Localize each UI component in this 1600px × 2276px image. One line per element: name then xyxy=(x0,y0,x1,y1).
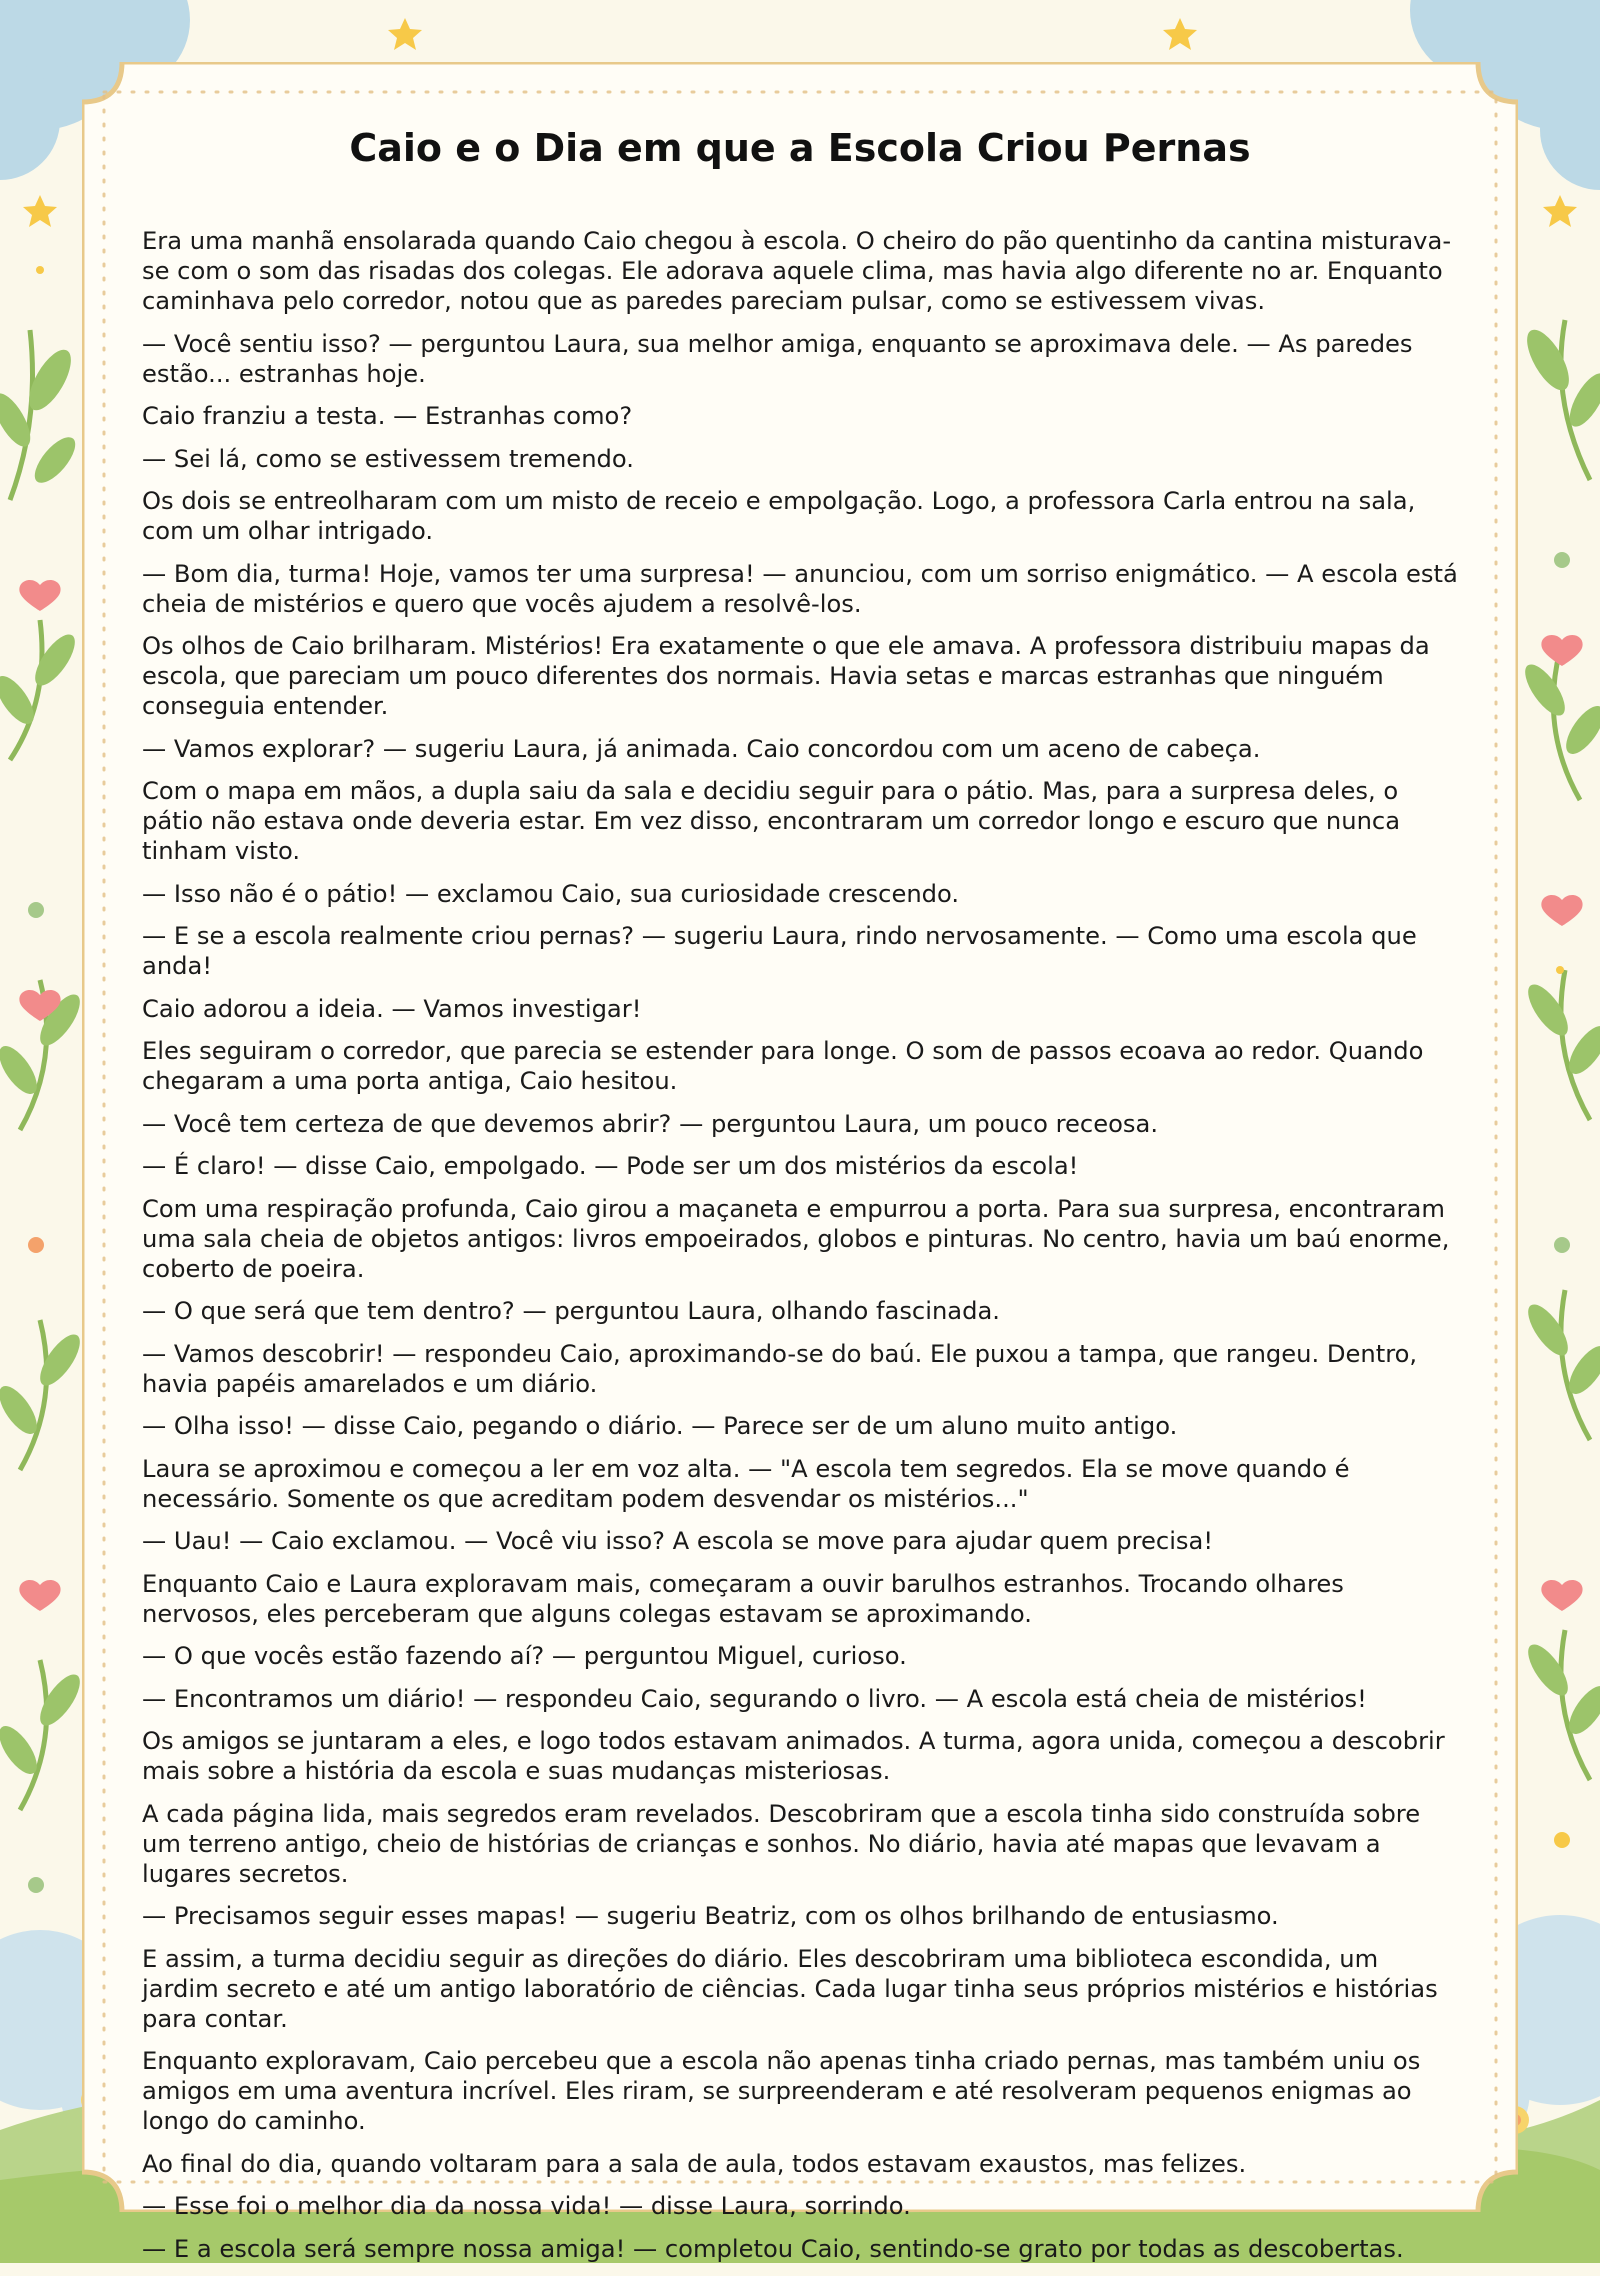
story-title: Caio e o Dia em que a Escola Criou Pernas xyxy=(349,126,1251,170)
story-paragraph: Eles seguiram o corredor, que parecia se estender para longe. O som de passos ecoava ao redor. Quando chegaram a uma porta antiga, Caio hesitou. xyxy=(142,1037,1424,1095)
right-leaves-icon xyxy=(1518,324,1600,1740)
story-paragraph: — Olha isso! — disse Caio, pegando o diário. — Parece ser de um aluno muito antigo. xyxy=(142,1412,1178,1440)
story-paragraph: Os dois se entreolharam com um misto de receio e empolgação. Logo, a professora Carla entrou na sala, com um olhar intrigado. xyxy=(142,487,1416,545)
story-paragraph: A cada página lida, mais segredos eram revelados. Descobriram que a escola tinha sido construída sobre um terreno antigo, cheio de histórias de crianças e sonhos. No diário, havia até mapas que levavam a lugares secretos. xyxy=(142,1799,1421,1888)
story-paragraph: Laura se aproximou e começou a ler em voz alta. — "A escola tem segredos. Ela se move quando é necessário. Somente os que acreditam podem desvendar os mistérios..." xyxy=(142,1454,1350,1513)
story-paragraph: — Uau! — Caio exclamou. — Você viu isso? A escola se move para ajudar quem precisa! xyxy=(142,1527,1214,1555)
story-paragraph: — Encontramos um diário! — respondeu Caio, segurando o livro. — A escola está cheia de mistérios! xyxy=(142,1684,1367,1713)
story-paragraph: — Precisamos seguir esses mapas! — sugeriu Beatriz, com os olhos brilhando de entusiasmo. xyxy=(142,1902,1279,1930)
story-paragraph: Enquanto exploravam, Caio percebeu que a escola não apenas tinha criado pernas, mas também uniu os amigos em uma aventura incrível. Eles riram, se surpreenderam e até resolveram pequenos enigmas ao longo do caminho. xyxy=(142,2047,1421,2135)
story-paragraph: — Vamos explorar? — sugeriu Laura, já animada. Caio concordou com um aceno de cabeça. xyxy=(142,734,1261,763)
story-paragraph: — E se a escola realmente criou pernas? — sugeriu Laura, rindo nervosamente. — Como uma escola que anda! xyxy=(142,922,1417,980)
story-paragraph: — Sei lá, como se estivessem tremendo. xyxy=(142,444,634,473)
story-paragraph: — O que será que tem dentro? — perguntou Laura, olhando fascinada. xyxy=(142,1297,1000,1325)
story-paragraph: — Vamos descobrir! — respondeu Caio, aproximando-se do baú. Ele puxou a tampa, que rangeu. Dentro, havia papéis amarelados e um diário. xyxy=(142,1339,1418,1398)
story-paragraph: Caio adorou a ideia. — Vamos investigar! xyxy=(142,994,642,1023)
story-paragraph: Caio franziu a testa. — Estranhas como? xyxy=(142,402,633,430)
story-paragraph: Com uma respiração profunda, Caio girou a maçaneta e empurrou a porta. Para sua surpresa, encontraram uma sala cheia de objetos antigos: livros empoeirados, globos e pinturas. No centro, havia um baú enorme, coberto de poeira. xyxy=(142,1194,1450,1283)
story-paragraph: — Bom dia, turma! Hoje, vamos ter uma surpresa! — anunciou, com um sorriso enigmático. — A escola está cheia de mistérios e quero que vocês ajudem a resolvê-los. xyxy=(142,559,1458,618)
story-paragraph: Os olhos de Caio brilharam. Mistérios! Era exatamente o que ele amava. A professora distribuiu mapas da escola, que pareciam um pouco diferentes dos normais. Havia setas e marcas estranhas que ninguém conseguia entender. xyxy=(142,632,1430,720)
story-paragraph: — O que vocês estão fazendo aí? — perguntou Miguel, curioso. xyxy=(142,1642,907,1670)
story-paragraph: Com o mapa em mãos, a dupla saiu da sala e decidiu seguir para o pátio. Mas, para a surpresa deles, o pátio não estava onde deveria estar. Em vez disso, encontraram um corredor longo e escuro que nunca tinham visto. xyxy=(142,777,1401,865)
story-paragraph: — Esse foi o melhor dia da nossa vida! — disse Laura, sorrindo. xyxy=(142,2192,911,2220)
story-paragraph: Ao final do dia, quando voltaram para a sala de aula, todos estavam exaustos, mas felizes. xyxy=(142,2149,1247,2178)
story-paragraph: — E a escola será sempre nossa amiga! — completou Caio, sentindo-se grato por todas as descobertas. xyxy=(142,2234,1404,2263)
story-paragraph: Era uma manhã ensolarada quando Caio chegou à escola. O cheiro do pão quentinho da cantina misturava-se com o som das risadas dos colegas. Ele adorava aquele clima, mas havia algo diferente no ar. Enquanto caminhava pelo corredor, notou que as paredes pareciam pulsar, como se estivessem vivas. xyxy=(142,227,1452,315)
story-paragraph: Os amigos se juntaram a eles, e logo todos estavam animados. A turma, agora unida, começou a descobrir mais sobre a história da escola e suas mudanças misteriosas. xyxy=(142,1727,1445,1785)
story-paragraph: — Você sentiu isso? — perguntou Laura, sua melhor amiga, enquanto se aproximava dele. — As paredes estão... estranhas hoje. xyxy=(142,329,1413,388)
story-paragraph: Enquanto Caio e Laura exploravam mais, começaram a ouvir barulhos estranhos. Trocando olhares nervosos, eles perceberam que alguns colegas estavam se aproximando. xyxy=(142,1569,1344,1628)
story-paragraph: — É claro! — disse Caio, empolgado. — Pode ser um dos mistérios da escola! xyxy=(142,1152,1079,1180)
story-paragraph: — Isso não é o pátio! — exclamou Caio, sua curiosidade crescendo. xyxy=(142,879,960,908)
story-paragraph: E assim, a turma decidiu seguir as direções do diário. Eles descobriram uma biblioteca escondida, um jardim secreto e até um antigo laboratório de ciências. Cada lugar tinha seus próprios mistérios e histórias para contar. xyxy=(142,1944,1438,2033)
story-body xyxy=(142,226,1462,2276)
story-paragraph: — Você tem certeza de que devemos abrir? — perguntou Laura, um pouco receosa. xyxy=(142,1109,1159,1138)
